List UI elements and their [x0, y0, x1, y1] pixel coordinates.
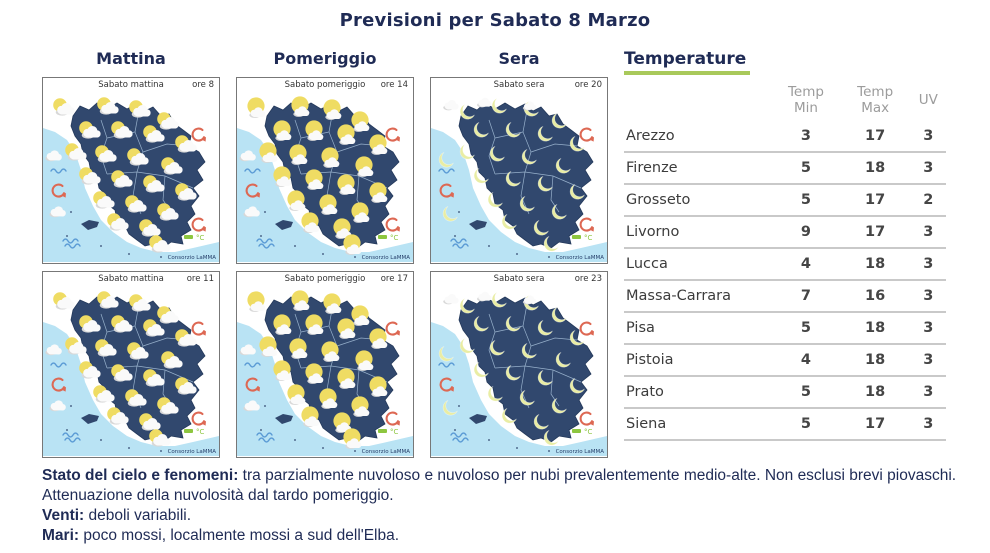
map-header	[43, 78, 219, 93]
temp-max-value: 16	[865, 288, 886, 304]
uv-value: 3	[923, 352, 934, 368]
map-time: ore 17	[380, 274, 408, 284]
column-header-mattina: Mattina	[96, 49, 166, 68]
table-row	[624, 121, 946, 152]
map-title: Sabato pomeriggio	[284, 274, 366, 284]
map-header	[431, 78, 607, 93]
column-header-pomeriggio: Pomeriggio	[273, 49, 377, 68]
temp-max-value: 17	[865, 224, 886, 240]
city-name: Livorno	[626, 224, 680, 240]
city-name: Firenze	[626, 160, 678, 176]
uv-value: 3	[923, 384, 934, 400]
uv-value: 3	[923, 224, 934, 240]
map-title: Sabato mattina	[98, 80, 164, 90]
temp-min-value: 5	[800, 160, 811, 176]
sky-conditions-text: tra parzialmente nuvoloso e nuvoloso per nubi prevalentemente medio-alte. Non esclusi brevi piovaschi. Attenuazione della nuvolosità dal tardo pomeriggio.	[42, 467, 957, 505]
uv-value: 3	[923, 256, 934, 272]
column-header-sera: Sera	[498, 49, 540, 68]
uv-value: 3	[923, 128, 934, 144]
temp-max-value: 18	[865, 256, 886, 272]
table-row	[624, 152, 946, 184]
table-row	[624, 280, 946, 312]
map-time: ore 11	[186, 274, 214, 284]
temp-max-value: 17	[865, 416, 886, 432]
temp-max-value: 18	[865, 352, 886, 368]
wind-line	[42, 506, 968, 526]
map-title: Sabato sera	[493, 80, 545, 90]
city-name: Prato	[626, 384, 664, 400]
temp-max-value: 18	[865, 320, 886, 336]
table-row	[624, 376, 946, 408]
wind-label: Venti:	[42, 507, 85, 525]
main-content	[0, 31, 990, 458]
table-row	[624, 216, 946, 248]
temp-min-value: 9	[800, 224, 811, 240]
map-time: ore 8	[192, 80, 214, 90]
map-panel-afternoon-2	[236, 271, 414, 458]
sky-conditions-label: Stato del cielo e fenomeni:	[42, 467, 239, 484]
sea-line	[42, 526, 968, 546]
map-time: ore 20	[574, 80, 602, 90]
map-time: ore 23	[574, 274, 602, 284]
uv-value: 3	[923, 288, 934, 304]
map-panel-afternoon-1	[236, 77, 414, 264]
temperature-section-title: Temperature	[624, 49, 750, 75]
tuscany-weather-map	[237, 93, 413, 263]
map-header	[431, 272, 607, 287]
city-name: Lucca	[626, 256, 668, 272]
tuscany-weather-map	[43, 287, 219, 457]
city-name: Siena	[626, 416, 667, 432]
tuscany-weather-map	[237, 287, 413, 457]
city-name: Pistoia	[626, 352, 674, 368]
temp-min-value: 4	[800, 352, 811, 368]
tuscany-weather-map	[431, 287, 607, 457]
map-header	[237, 272, 413, 287]
city-name: Arezzo	[626, 128, 675, 144]
temperature-section	[624, 49, 946, 458]
temp-min-value: 5	[800, 320, 811, 336]
map-title: Sabato mattina	[98, 274, 164, 284]
sea-label: Mari:	[42, 527, 80, 545]
temp-min-value: 5	[800, 192, 811, 208]
temp-max-value: 17	[865, 192, 886, 208]
city-column-header	[624, 81, 772, 121]
table-row	[624, 344, 946, 376]
map-title: Sabato sera	[493, 274, 545, 284]
map-panel-evening-2	[430, 271, 608, 458]
temp-max-header: Temp Max	[857, 84, 894, 116]
temp-min-value: 7	[800, 288, 811, 304]
tuscany-weather-map	[43, 93, 219, 263]
uv-value: 2	[923, 192, 934, 208]
sky-conditions-line	[42, 466, 968, 506]
temp-min-header: Temp Min	[787, 84, 824, 116]
map-panel-morning-1	[42, 77, 220, 264]
uv-value: 3	[923, 416, 934, 432]
temp-min-value: 3	[800, 128, 811, 144]
page-title: Previsioni per Sabato 8 Marzo	[339, 10, 651, 31]
wind-text: deboli variabili.	[84, 507, 192, 525]
map-title: Sabato pomeriggio	[284, 80, 366, 90]
temp-min-value: 4	[800, 256, 811, 272]
table-row	[624, 408, 946, 440]
city-name: Pisa	[626, 320, 655, 336]
map-panel-evening-1	[430, 77, 608, 264]
table-row	[624, 184, 946, 216]
uv-value: 3	[923, 320, 934, 336]
uv-header: UV	[918, 92, 938, 108]
uv-value: 3	[923, 160, 934, 176]
temp-max-value: 17	[865, 128, 886, 144]
forecast-text-block	[42, 466, 968, 547]
city-name: Massa-Carrara	[626, 288, 732, 304]
map-header	[237, 78, 413, 93]
temp-max-value: 18	[865, 384, 886, 400]
temp-max-value: 18	[865, 160, 886, 176]
map-time: ore 14	[380, 80, 408, 90]
forecast-maps-section	[42, 49, 608, 458]
table-row	[624, 312, 946, 344]
table-header-row	[624, 81, 946, 121]
tuscany-weather-map	[431, 93, 607, 263]
map-panel-morning-2	[42, 271, 220, 458]
sea-text: poco mossi, localmente mossi a sud dell'Elba.	[79, 527, 400, 545]
city-name: Grosseto	[626, 192, 691, 208]
map-header	[43, 272, 219, 287]
temp-min-value: 5	[800, 416, 811, 432]
temperature-table	[624, 81, 946, 441]
table-row	[624, 248, 946, 280]
temp-min-value: 5	[800, 384, 811, 400]
